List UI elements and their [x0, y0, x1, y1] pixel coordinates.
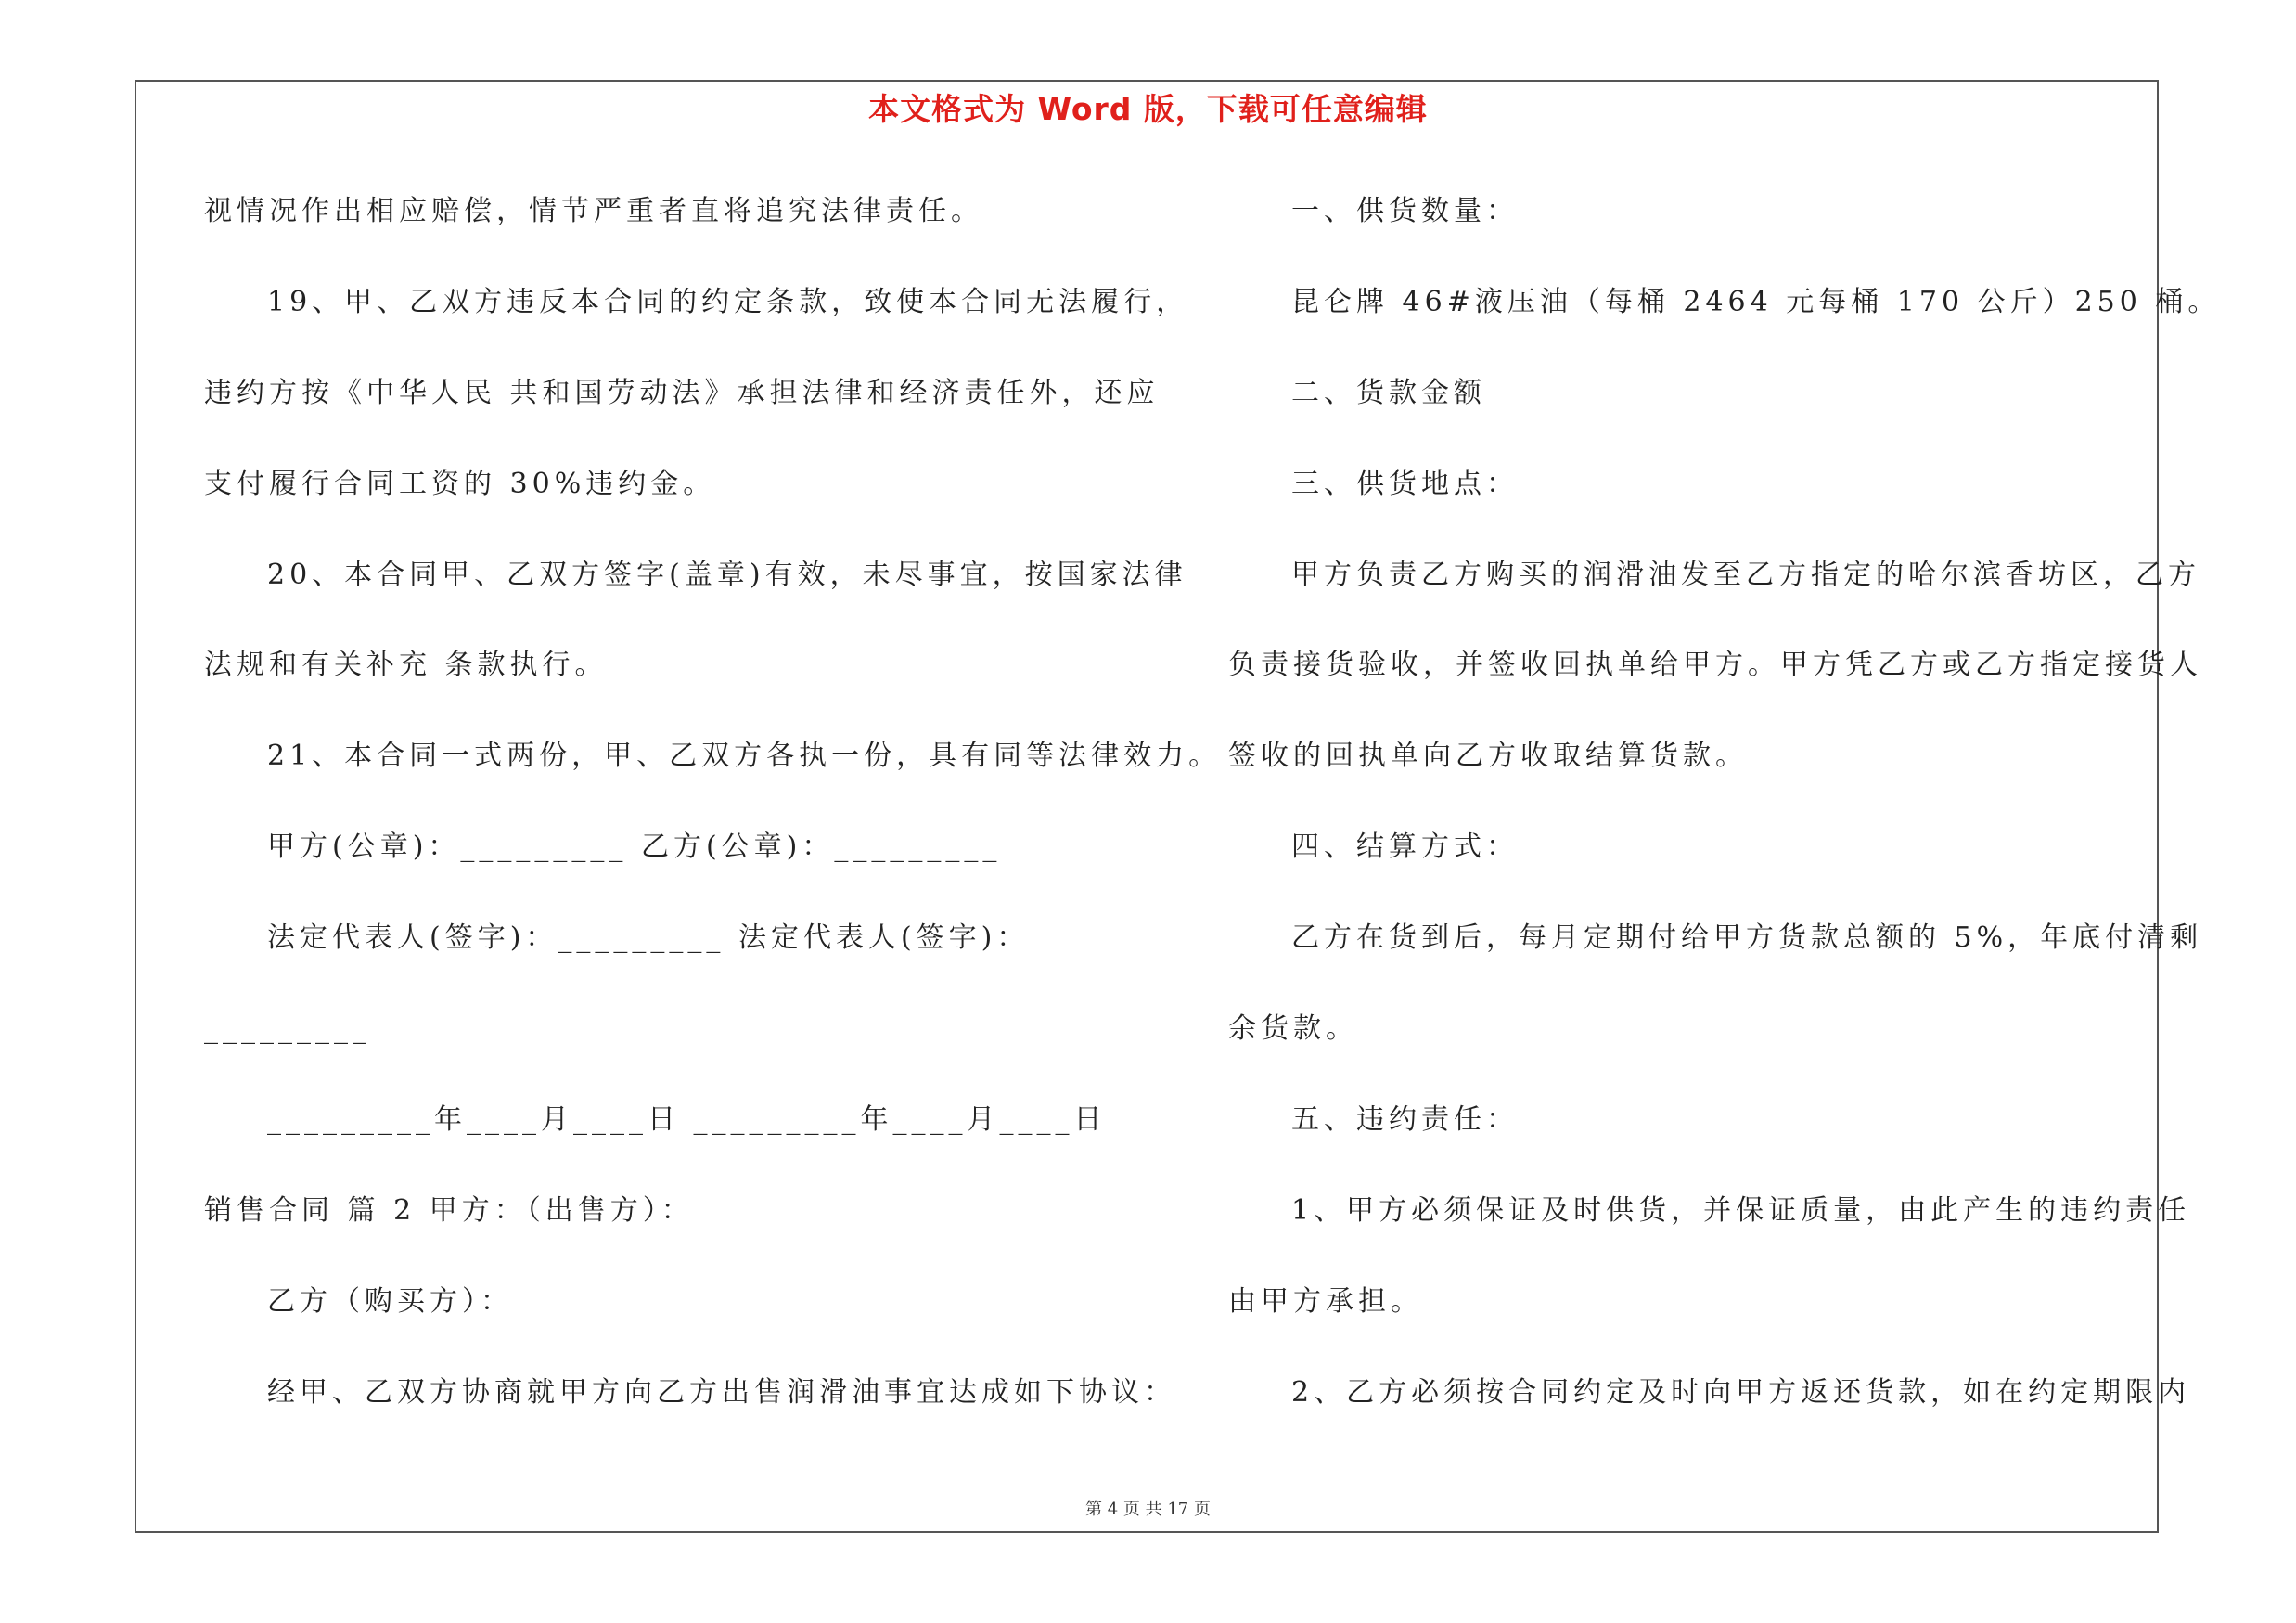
word-format-banner: 本文格式为 Word 版，下载可任意编辑: [868, 91, 1428, 127]
contract-2-heading: 销售合同 篇 2 甲方：（出售方）：: [204, 1194, 694, 1227]
right-line-8: 四、结算方式：: [1291, 831, 1519, 863]
buyer-line: 乙方（购买方）：: [267, 1285, 513, 1318]
right-line-11: 五、违约责任：: [1291, 1103, 1519, 1136]
right-line-12: 1、甲方必须保证及时供货，并保证质量，由此产生的违约责任: [1291, 1194, 2191, 1227]
right-line-5: 甲方负责乙方购买的润滑油发至乙方指定的哈尔滨香坊区，乙方: [1291, 559, 2200, 591]
left-line-7: 21、本合同一式两份，甲、乙双方各执一份，具有同等法律效力。: [267, 740, 1222, 772]
left-line-4: 支付履行合同工资的 30%违约金。: [204, 468, 716, 500]
left-line-1: 视情况作出相应赔偿，情节严重者直将追究法律责任。: [204, 195, 983, 227]
right-line-7: 签收的回执单向乙方收取结算货款。: [1228, 740, 1748, 772]
date-line: _________年____月____日 _________年____月____日: [267, 1103, 1107, 1136]
legal-rep-line: 法定代表人(签字)：_________ 法定代表人(签字)：: [267, 921, 1030, 954]
left-line-3: 违约方按《中华人民 共和国劳动法》承担法律和经济责任外，还应: [204, 377, 1160, 409]
right-line-1: 一、供货数量：: [1291, 195, 1519, 227]
left-line-5: 20、本合同甲、乙双方签字(盖章)有效，未尽事宜，按国家法律: [267, 559, 1187, 591]
right-line-3: 二、货款金额: [1291, 377, 1486, 409]
right-line-14: 2、乙方必须按合同约定及时向甲方返还货款，如在约定期限内: [1291, 1376, 2191, 1409]
signature-seal-line: 甲方(公章)：_________ 乙方(公章)：_________: [267, 831, 1002, 863]
right-line-10: 余货款。: [1228, 1012, 1358, 1045]
right-line-13: 由甲方承担。: [1228, 1285, 1423, 1318]
left-line-6: 法规和有关补充 条款执行。: [204, 649, 608, 681]
page-number: 第 4 页 共 17 页: [1085, 1500, 1211, 1519]
right-line-6: 负责接货验收，并签收回执单给甲方。甲方凭乙方或乙方指定接货人: [1228, 649, 2202, 681]
right-line-4: 三、供货地点：: [1291, 468, 1519, 500]
left-line-2: 19、甲、乙双方违反本合同的约定条款，致使本合同无法履行，: [267, 286, 1189, 318]
right-line-9: 乙方在货到后，每月定期付给甲方货款总额的 5%，年底付清剩: [1291, 921, 2203, 954]
legal-rep-blank: _________: [204, 1012, 371, 1045]
agreement-intro: 经甲、乙双方协商就甲方向乙方出售润滑油事宜达成如下协议：: [267, 1376, 1176, 1409]
right-line-2: 昆仑牌 46#液压油（每桶 2464 元每桶 170 公斤）250 桶。: [1291, 286, 2221, 318]
